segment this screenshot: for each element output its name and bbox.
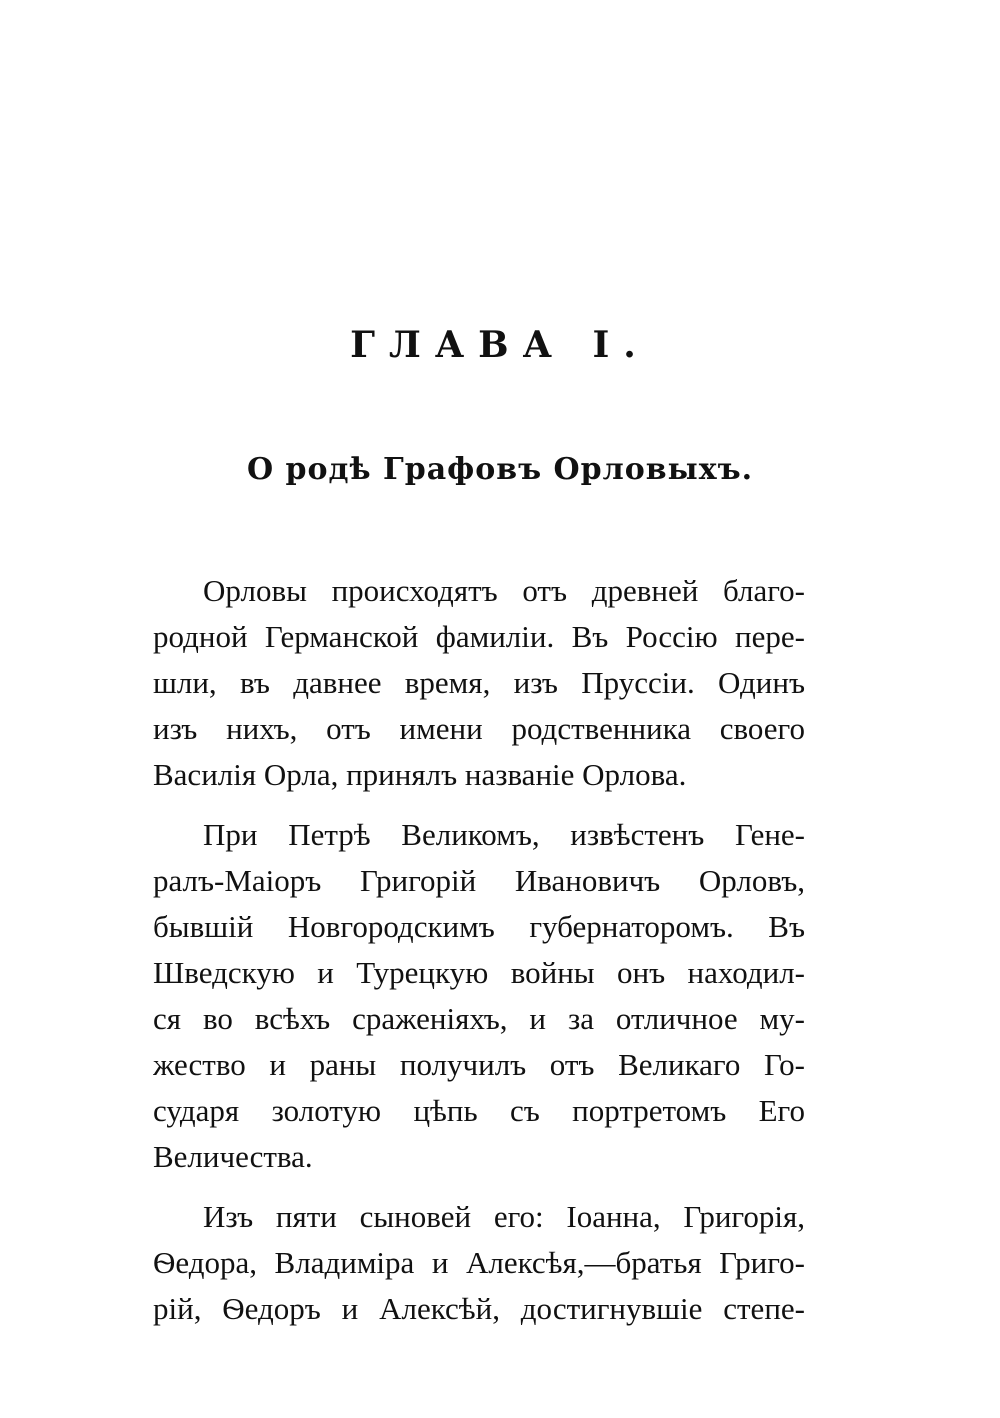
text-line: изъ нихъ, отъ имени родственника своего [153, 711, 805, 746]
text-line: Величества. [153, 1139, 313, 1174]
text-line: родной Германской фамиліи. Въ Россію пере- [153, 619, 805, 654]
text-line: ралъ-Маіоръ Григорій Ивановичъ Орловъ, [153, 863, 805, 898]
text-line: Орловы происходятъ отъ древней благо- [203, 573, 805, 608]
text-line: Изъ пяти сыновей его: Іоанна, Григорія, [203, 1199, 805, 1234]
text-line: Василія Орла, принялъ названіе Орлова. [153, 757, 687, 792]
text-line: сударя золотую цѣпь съ портретомъ Его [153, 1093, 805, 1128]
section-title: О родѣ Графовъ Орловыхъ. [246, 452, 754, 487]
paragraph-2 [153, 812, 805, 1180]
text-line: Ѳедора, Владиміра и Алексѣя,—братья Григо- [153, 1245, 805, 1280]
text-line: ся во всѣхъ сраженіяхъ, и за отличное му- [153, 1001, 805, 1036]
body-text [153, 568, 805, 1332]
paragraph-spacer [153, 798, 805, 812]
paragraph-1 [153, 568, 805, 798]
text-line: Шведскую и Турецкую войны онъ находил- [153, 955, 805, 990]
paragraph-3 [153, 1194, 805, 1332]
text-line: рій, Ѳедоръ и Алексѣй, достигнувшіе степе- [153, 1291, 805, 1326]
text-line: бывшій Новгородскимъ губернаторомъ. Въ [153, 909, 805, 944]
chapter-heading: ГЛАВА I. [350, 324, 650, 366]
text-line: При Петрѣ Великомъ, извѣстенъ Гене- [203, 817, 805, 852]
text-line: шли, въ давнее время, изъ Пруссіи. Одинъ [153, 665, 805, 700]
paragraph-spacer [153, 1180, 805, 1194]
text-line: жество и раны получилъ отъ Великаго Го- [153, 1047, 805, 1082]
